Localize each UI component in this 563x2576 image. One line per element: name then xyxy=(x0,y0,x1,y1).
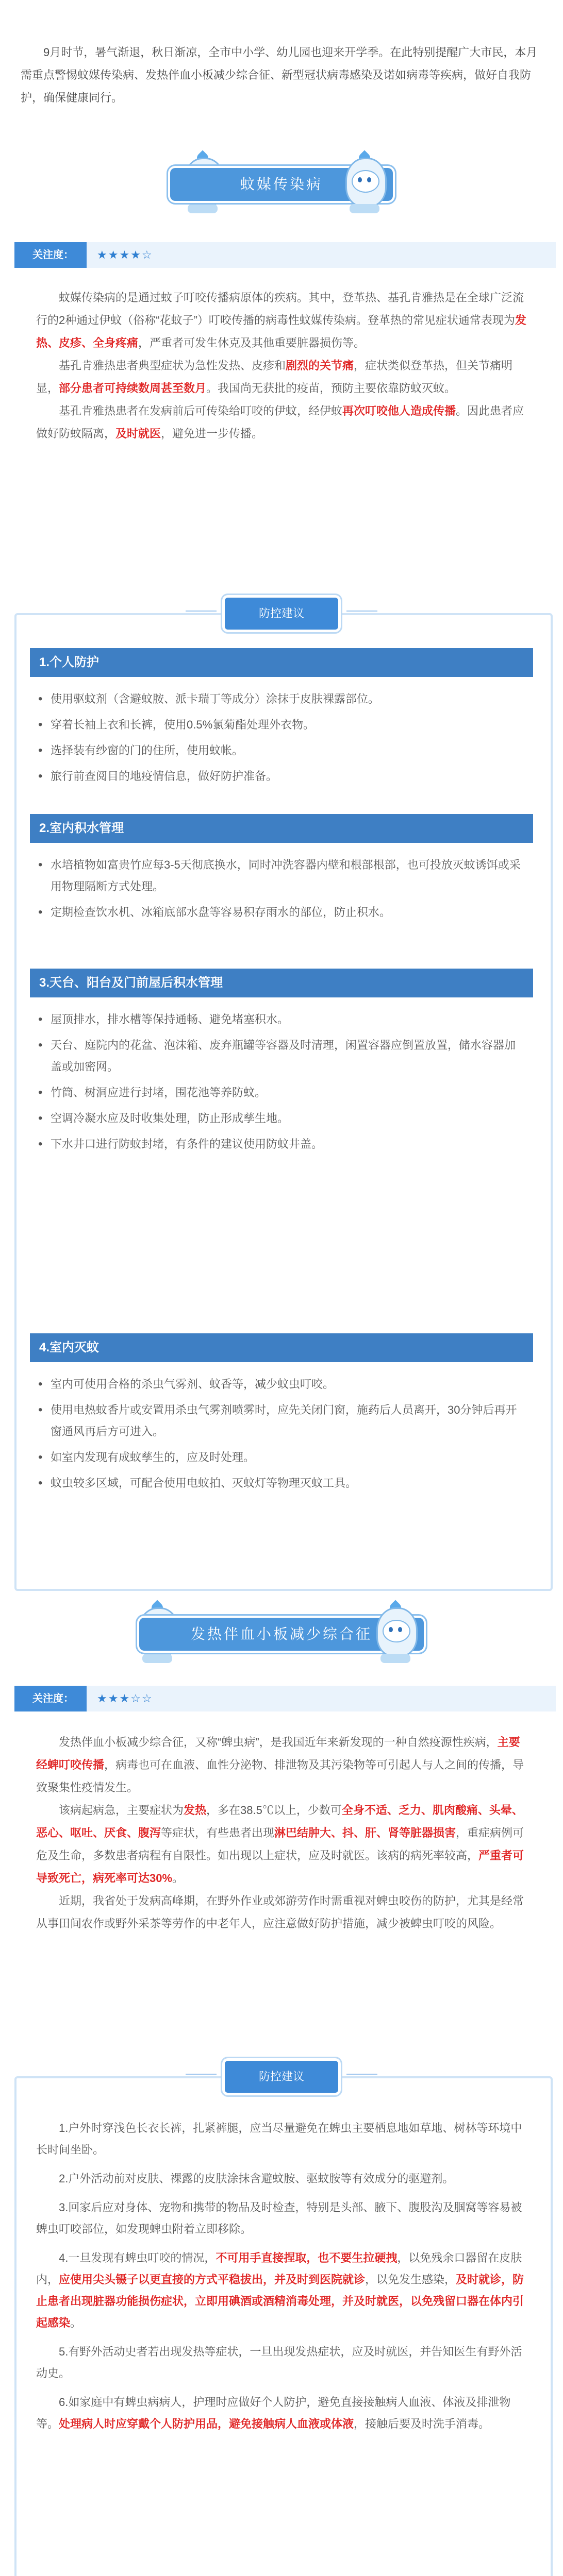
list-rooftop xyxy=(36,1009,526,1159)
mascot-right-icon xyxy=(367,1602,424,1669)
list-item: • 水培植物如富贵竹应每3-5天彻底换水，同时冲洗容器内壁和根部根部，也可投放灭蚊诱饵或采用物理隔断方式处理。 xyxy=(36,854,526,897)
list-item: • 竹筒、树洞应进行封堵，围花池等养防蚊。 xyxy=(36,1082,526,1104)
list-item: • 室内可使用合格的杀虫气雾剂、蚊香等，减少蚊虫叮咬。 xyxy=(36,1374,526,1395)
concern-label: 关注度： xyxy=(20,242,87,268)
list-item: • 旅行前查阅目的地疫情信息，做好防护准备。 xyxy=(36,766,526,787)
list-item: • 屋顶排水，排水槽等保持通畅、避免堵塞积水。 xyxy=(36,1009,526,1030)
list-item: • 选择装有纱窗的门的住所，使用蚊帐。 xyxy=(36,740,526,761)
tip-paragraph: 2.户外活动前对皮肤、裸露的皮肤涂抹含避蚊胺、驱蚊胺等有效成分的驱避剂。 xyxy=(59,2172,454,2185)
list-item: • 如室内发现有成蚊孳生的，应及时处理。 xyxy=(36,1447,526,1468)
list-item: • 使用驱蚊剂（含避蚊胺、派卡瑞丁等成分）涂抹于皮肤裸露部位。 xyxy=(36,688,526,710)
section-title-sfts: 发热伴血小板减少综合征 xyxy=(139,1618,424,1651)
list-item: • 天台、庭院内的花盆、泡沫箱、废弃瓶罐等容器及时清理，闲置容器应倒置放置，储水容器加盖或加密网。 xyxy=(36,1035,526,1078)
list-item: • 空调冷凝水应及时收集处理，防止形成孳生地。 xyxy=(36,1108,526,1129)
subheading-indoor-kill: 4.室内灭蚊 xyxy=(30,1333,533,1362)
list-indoor-kill xyxy=(36,1374,526,1498)
subheading-rooftop: 3.天台、阳台及门前屋后积水管理 xyxy=(30,969,533,997)
list-item: • 下水井口进行防蚊封堵，有条件的建议使用防蚊井盖。 xyxy=(36,1133,526,1155)
list-personal xyxy=(36,688,526,791)
list-item: • 穿着长袖上衣和长裤，使用0.5%氯菊酯处理外衣物。 xyxy=(36,714,526,736)
list-item: • 使用电热蚊香片或安置用杀虫气雾剂喷雾时，应先关闭门窗，施药后人员离开，30分钟后再开窗通风再后方可进入。 xyxy=(36,1399,526,1443)
tips-button: 防控建议 xyxy=(225,598,338,630)
sfts-tips xyxy=(36,2117,526,2442)
subheading-indoor-water: 2.室内积水管理 xyxy=(30,814,533,843)
tip-paragraph: 6.如家庭中有蜱虫病病人，护理时应做好个人防护，避免直接接触病人血液、体液及排泄物等。处理病人时应穿戴个人防护用品，避免接触病人血液或体液，接触后要及时洗手消毒。 xyxy=(36,2396,511,2430)
mascot-right-icon xyxy=(336,152,393,219)
concern-stars: ★★★★☆ xyxy=(97,248,153,261)
subheading-personal: 1.个人防护 xyxy=(30,648,533,677)
concern-bar: 关注度： ★★★☆☆ xyxy=(14,1686,556,1711)
concern-bar xyxy=(14,242,556,268)
sfts-body: 发热伴血小板减少综合征，又称“蜱虫病”，是我国近年来新发现的一种自然疫源性疾病，主要经蜱叮咬传播，病毒也可在血液、血性分泌物、排泄物及其污染物等可引起人与人之间的传播，导致聚集性疫情发生。 该病起病急，主要症状为发热，多在38.5℃以上，少数可全身不适、乏力、肌肉酸痛、头晕、恶心、呕吐、厌食、腹泻等症状，有些患者出现淋巴结肿大、抖、肝、肾等脏器损害，重症病例可危及生命，多数患者病程有自限性。如出现以上症状，应及时就医。该病的病死率较高，严重者可导致死亡，病死率可达30%。 近期，我省处于发病高峰期，在野外作业或郊游劳作时需重视对蜱虫咬伤的防护，尤其是经常从事田间农作或野外采茶等劳作的中老年人，应注意做好防护措施，减少被蜱虫叮咬的风险。 xyxy=(36,1736,524,1930)
tip-paragraph: 4.一旦发现有蜱虫叮咬的情况，不可用手直接捏取，也不要生拉硬拽，以免残余口器留在皮肤内，应使用尖头镊子以更直接的方式平稳拔出，并及时到医院就诊，以免发生感染，及时就诊，防止患者出现脏器功能损伤症状，立即用碘酒或酒精消毒处理，并及时就医，以免残留口器在体内引起感染。 xyxy=(36,2251,524,2329)
list-item: • 蚊虫较多区域，可配合使用电蚊拍、灭蚊灯等物理灭蚊工具。 xyxy=(36,1472,526,1494)
mosquito-intro: 蚊媒传染病的是通过蚊子叮咬传播病原体的疾病。其中，登革热、基孔肯雅热是在全球广泛流行的2种通过伊蚊（俗称“花蚊子”）叮咬传播的病毒性蚊媒传染病。登革热的常见症状通常表现为发热、皮疹、全身疼痛，严重者可发生休克及其他重要脏器损伤等。 基孔肯雅热患者典型症状为急性发热、皮疹和剧烈的关节痛，症状类似登革热，但关节痛明显，部分患者可持续数周甚至数月。我国尚无获批的疫苗，预防主要依靠防蚊灭蚊。 基孔肯雅热患者在发病前后可传染给叮咬的伊蚊，经伊蚊再次叮咬他人造成传播。因此患者应做好防蚊隔离，及时就医，避免进一步传播。 xyxy=(36,291,526,440)
tips-button: 防控建议 xyxy=(225,2061,338,2093)
intro-text: 9月时节，暑气渐退，秋日渐凉，全市中小学、幼儿园也迎来开学季。在此特别提醒广大市民，本月需重点警惕蚊媒传染病、发热伴血小板减少综合征、新型冠状病毒感染及诺如病毒等疾病，做好自我防护，确保健康同行。 xyxy=(21,46,538,104)
tip-paragraph: 3.回家后应对身体、宠物和携带的物品及时检查，特别是头部、腋下、腹股沟及腘窝等容易被蜱虫叮咬部位，如发现蜱虫附着立即移除。 xyxy=(36,2201,522,2235)
list-indoor-water xyxy=(36,854,526,927)
intro-paragraph xyxy=(21,41,541,109)
list-item: • 定期检查饮水机、冰箱底部水盘等容易积存雨水的部位，防止积水。 xyxy=(36,902,526,923)
tip-paragraph: 1.户外时穿浅色长衣长裤，扎紧裤腿，应当尽量避免在蜱虫主要栖息地如草地、树林等环境中长时间坐卧。 xyxy=(36,2122,522,2156)
tip-paragraph: 5.有野外活动史者若出现发热等症状，一旦出现发热症状，应及时就医，并告知医生有野外活动史。 xyxy=(36,2345,522,2380)
section-title-text: 蚊媒传染病 xyxy=(240,176,323,192)
